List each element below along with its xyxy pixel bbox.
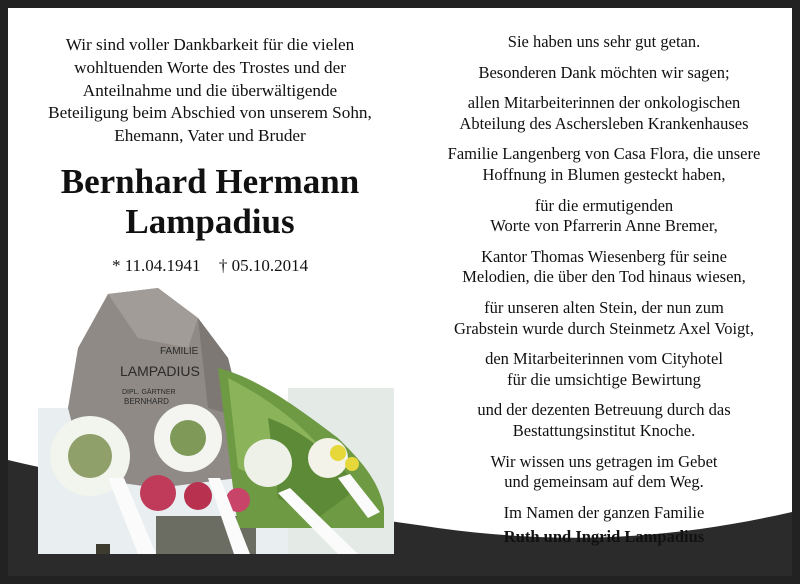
thanks-line: Besonderen Dank möchten wir sagen; (478, 62, 730, 82)
closing-line: Im Namen der ganzen Familie (503, 502, 705, 522)
thanks-line: und gemeinsam auf dem Weg. (504, 472, 704, 492)
thanks-line: für die ermutigenden (534, 195, 674, 215)
thanks-paragraph (416, 298, 792, 339)
thanks-line: Wir wissen uns getragen im Gebet (490, 451, 718, 471)
thanks-line: Familie Langenberg von Casa Flora, die unsere (447, 144, 761, 164)
thanks-line: für unseren alten Stein, der nun zum (484, 297, 724, 317)
thanks-line: allen Mitarbeiterinnen der onkologischen (467, 93, 741, 113)
intro-line: Anteilnahme und die überwältigende (82, 80, 338, 100)
name-line-1: Bernhard Hermann (60, 161, 360, 201)
right-column (416, 32, 792, 558)
thanks-line: für die umsichtige Bewirtung (507, 369, 701, 389)
thanks-line: den Mitarbeiterinnen vom Cityhotel (485, 349, 723, 369)
stone-firstname: BERNHARD (124, 397, 169, 406)
intro-line: Wir sind voller Dankbarkeit für die vielen (65, 35, 355, 54)
thanks-paragraph (416, 349, 792, 390)
thanks-paragraph (416, 247, 792, 288)
thanks-line: Grabstein wurde durch Steinmetz Axel Voigt, (453, 318, 754, 338)
deceased-name (8, 162, 412, 242)
intro-line: Beteiligung beim Abschied von unserem Sohn, (48, 103, 372, 123)
stone-family-label: FAMILIE (160, 346, 199, 357)
notice-paper (8, 8, 792, 576)
thanks-line: Melodien, die über den Tod hinaus wiesen, (462, 267, 746, 287)
closing-paragraph (416, 503, 792, 524)
thanks-paragraph (416, 400, 792, 441)
birth-date: * 11.04.1941 (111, 255, 201, 275)
left-column (8, 34, 412, 276)
intro-line: wohltuenden Worte des Trostes und der (74, 57, 346, 77)
death-date: † 05.10.2014 (218, 255, 309, 275)
thanks-line: Kantor Thomas Wiesenberg für seine (481, 246, 727, 266)
life-dates (8, 256, 412, 276)
thanks-paragraph (416, 93, 792, 134)
stone-title: DIPL. GÄRTNER (122, 389, 176, 396)
thanks-line: Hoffnung in Blumen gesteckt haben, (482, 164, 726, 184)
intro-line: Ehemann, Vater und Bruder (114, 126, 306, 146)
thanks-paragraph (416, 196, 792, 237)
thanks-line: Worte von Pfarrerin Anne Bremer, (490, 216, 718, 236)
thanks-line: und der dezenten Betreuung durch das (477, 400, 731, 420)
gravestone-photo (38, 288, 394, 554)
thanks-paragraph (416, 144, 792, 185)
thanks-paragraph (416, 452, 792, 493)
thanks-paragraph (416, 63, 792, 84)
thanks-line: Bestattungsinstitut Knoche. (512, 420, 696, 440)
intro-text (8, 34, 412, 148)
thanks-line: Abteilung des Aschersleben Krankenhauses (459, 113, 749, 133)
thanks-line: Sie haben uns sehr gut getan. (507, 32, 701, 51)
thanks-paragraph (416, 32, 792, 53)
signature: Ruth und Ingrid Lampadius (503, 527, 705, 547)
name-line-2: Lampadius (125, 201, 295, 241)
stone-surname: LAMPADIUS (120, 363, 200, 379)
